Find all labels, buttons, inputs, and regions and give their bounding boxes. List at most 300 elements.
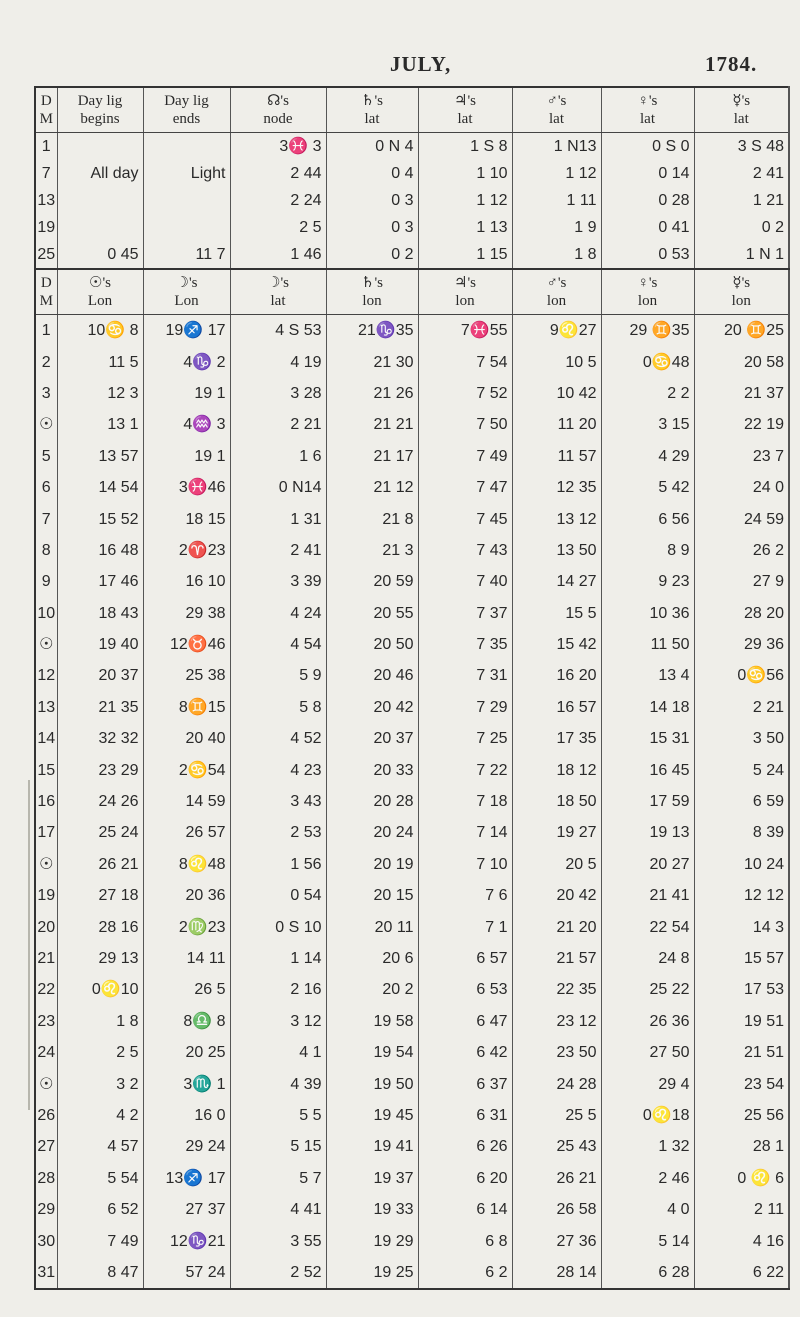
value-cell: 20 15 (326, 880, 418, 911)
table-row (35, 214, 789, 241)
value-cell: 3 55 (230, 1225, 326, 1256)
value-cell: 3 50 (694, 723, 789, 754)
value-cell: 6 28 (601, 1257, 694, 1289)
value-cell: 4 2 (57, 1100, 143, 1131)
day-cell: ☉ (35, 409, 57, 440)
value-cell: 15 42 (512, 629, 601, 660)
value-cell: 7 43 (418, 535, 512, 566)
value-cell: 4 19 (230, 346, 326, 377)
value-cell: 4 0 (601, 1194, 694, 1225)
value-cell: 19 27 (512, 817, 601, 848)
table1-header-cell: ☊'s node (230, 87, 326, 133)
value-cell: 0 14 (601, 160, 694, 187)
value-cell: 8 39 (694, 817, 789, 848)
value-cell: 3♓ 3 (230, 133, 326, 161)
value-cell: 13 50 (512, 535, 601, 566)
value-cell: 1 13 (418, 214, 512, 241)
value-cell: 20 11 (326, 911, 418, 942)
value-cell: 7 52 (418, 378, 512, 409)
value-cell: 2 44 (230, 160, 326, 187)
value-cell: 57 24 (143, 1257, 230, 1289)
value-cell: 26 36 (601, 1006, 694, 1037)
value-cell: 6 14 (418, 1194, 512, 1225)
value-cell: 7 40 (418, 566, 512, 597)
value-cell: 3 S 48 (694, 133, 789, 161)
value-cell: 1 32 (601, 1131, 694, 1162)
value-cell: 2 41 (230, 535, 326, 566)
day-cell: ☉ (35, 849, 57, 880)
value-cell: 4♒ 3 (143, 409, 230, 440)
value-cell: 2 21 (230, 409, 326, 440)
day-cell: 17 (35, 817, 57, 848)
value-cell: 0 45 (57, 241, 143, 269)
value-cell: 1 11 (512, 187, 601, 214)
value-cell: 20 6 (326, 943, 418, 974)
table-row (35, 817, 789, 848)
table-row (35, 1225, 789, 1256)
value-cell: 27 37 (143, 1194, 230, 1225)
value-cell: 20 37 (326, 723, 418, 754)
table-row (35, 754, 789, 785)
value-cell: 0 ♌ 6 (694, 1163, 789, 1194)
value-cell: 25 24 (57, 817, 143, 848)
value-cell: 0 N 4 (326, 133, 418, 161)
almanac-table (34, 86, 790, 1290)
value-cell: 0 54 (230, 880, 326, 911)
value-cell: 5 7 (230, 1163, 326, 1194)
binding-margin (28, 780, 30, 1110)
table-row (35, 503, 789, 534)
value-cell: Light (143, 160, 230, 187)
value-cell: 13 4 (601, 660, 694, 691)
value-cell: 21♑35 (326, 315, 418, 347)
value-cell: 15 31 (601, 723, 694, 754)
value-cell: 26 58 (512, 1194, 601, 1225)
value-cell: 6 42 (418, 1037, 512, 1068)
value-cell: 20 24 (326, 817, 418, 848)
table-row (35, 346, 789, 377)
value-cell: 27 50 (601, 1037, 694, 1068)
value-cell (143, 214, 230, 241)
table2-header-cell: ☽'s lat (230, 269, 326, 315)
value-cell: 2 41 (694, 160, 789, 187)
day-cell: 10 (35, 598, 57, 629)
value-cell: 4 1 (230, 1037, 326, 1068)
value-cell: 2 5 (57, 1037, 143, 1068)
day-cell: 27 (35, 1131, 57, 1162)
value-cell: 0 41 (601, 214, 694, 241)
value-cell: 7 37 (418, 598, 512, 629)
value-cell: 0♋48 (601, 346, 694, 377)
value-cell: 20 59 (326, 566, 418, 597)
value-cell: 2 21 (694, 692, 789, 723)
value-cell: 19 40 (57, 629, 143, 660)
value-cell: 4♑ 2 (143, 346, 230, 377)
table-row (35, 566, 789, 597)
value-cell: 15 52 (57, 503, 143, 534)
value-cell: 5 42 (601, 472, 694, 503)
value-cell: 19 1 (143, 378, 230, 409)
day-cell: 19 (35, 214, 57, 241)
value-cell: 20 55 (326, 598, 418, 629)
value-cell: 9 23 (601, 566, 694, 597)
value-cell: 10 5 (512, 346, 601, 377)
value-cell: 21 8 (326, 503, 418, 534)
value-cell: 21 21 (326, 409, 418, 440)
value-cell: 17 35 (512, 723, 601, 754)
value-cell: 11 20 (512, 409, 601, 440)
value-cell: 2♍23 (143, 911, 230, 942)
table-row (35, 629, 789, 660)
value-cell: 27 18 (57, 880, 143, 911)
day-cell: 20 (35, 911, 57, 942)
value-cell: 6 31 (418, 1100, 512, 1131)
value-cell: 7 1 (418, 911, 512, 942)
table-row (35, 1006, 789, 1037)
value-cell: 19 51 (694, 1006, 789, 1037)
value-cell: 8 9 (601, 535, 694, 566)
table2-header-cell: ☽'s Lon (143, 269, 230, 315)
value-cell: 1 6 (230, 441, 326, 472)
value-cell: 1 14 (230, 943, 326, 974)
value-cell: 6 37 (418, 1068, 512, 1099)
table2-header-cell: ♄'s lon (326, 269, 418, 315)
value-cell: 0 2 (694, 214, 789, 241)
value-cell: 20 36 (143, 880, 230, 911)
value-cell: 4 39 (230, 1068, 326, 1099)
value-cell: 7 14 (418, 817, 512, 848)
value-cell: 19♐ 17 (143, 315, 230, 347)
value-cell: 28 16 (57, 911, 143, 942)
value-cell: 4 54 (230, 629, 326, 660)
table-row (35, 1194, 789, 1225)
table2-header-cell: ♃'s lon (418, 269, 512, 315)
table-row (35, 133, 789, 161)
value-cell: 14 11 (143, 943, 230, 974)
value-cell: 13♐ 17 (143, 1163, 230, 1194)
month-title: JULY, (390, 52, 452, 76)
value-cell: 12♉46 (143, 629, 230, 660)
value-cell: 6 52 (57, 1194, 143, 1225)
value-cell: 10 42 (512, 378, 601, 409)
value-cell: 20 2 (326, 974, 418, 1005)
value-cell: 20 42 (512, 880, 601, 911)
value-cell: 0 S 10 (230, 911, 326, 942)
table1-header-cell: ♄'s lat (326, 87, 418, 133)
value-cell: 21 12 (326, 472, 418, 503)
day-cell: 5 (35, 441, 57, 472)
value-cell: 13 57 (57, 441, 143, 472)
value-cell: 3 43 (230, 786, 326, 817)
day-cell: 7 (35, 160, 57, 187)
table-row (35, 1100, 789, 1131)
value-cell: 18 50 (512, 786, 601, 817)
value-cell: 20 28 (326, 786, 418, 817)
table-row (35, 187, 789, 214)
value-cell: 1 N 1 (694, 241, 789, 269)
value-cell: 0 N14 (230, 472, 326, 503)
value-cell: 25 38 (143, 660, 230, 691)
value-cell: 26 21 (512, 1163, 601, 1194)
value-cell: 4 29 (601, 441, 694, 472)
value-cell: 21 41 (601, 880, 694, 911)
table-row (35, 378, 789, 409)
value-cell: 19 41 (326, 1131, 418, 1162)
value-cell: 25 56 (694, 1100, 789, 1131)
value-cell: 4 57 (57, 1131, 143, 1162)
value-cell: 2 52 (230, 1257, 326, 1289)
value-cell: 20 58 (694, 346, 789, 377)
value-cell: 16 48 (57, 535, 143, 566)
value-cell: 6 56 (601, 503, 694, 534)
day-cell: 16 (35, 786, 57, 817)
value-cell: 21 35 (57, 692, 143, 723)
value-cell: 14 59 (143, 786, 230, 817)
value-cell: 11 7 (143, 241, 230, 269)
day-cell: 22 (35, 974, 57, 1005)
value-cell: 20 27 (601, 849, 694, 880)
value-cell: 22 35 (512, 974, 601, 1005)
value-cell: 6 22 (694, 1257, 789, 1289)
value-cell: 19 54 (326, 1037, 418, 1068)
table1-header-cell: Day lig begins (57, 87, 143, 133)
value-cell: 23 7 (694, 441, 789, 472)
value-cell: 7 18 (418, 786, 512, 817)
value-cell: 24 59 (694, 503, 789, 534)
value-cell: 21 57 (512, 943, 601, 974)
value-cell: 16 0 (143, 1100, 230, 1131)
value-cell: 26 5 (143, 974, 230, 1005)
day-cell: 6 (35, 472, 57, 503)
value-cell: 28 14 (512, 1257, 601, 1289)
value-cell: 19 50 (326, 1068, 418, 1099)
value-cell: 7 49 (57, 1225, 143, 1256)
value-cell: 14 27 (512, 566, 601, 597)
table2-header-cell: D M (35, 269, 57, 315)
table1-header-cell: ☿'s lat (694, 87, 789, 133)
value-cell: 23 54 (694, 1068, 789, 1099)
value-cell: 7 35 (418, 629, 512, 660)
value-cell (57, 214, 143, 241)
value-cell (57, 187, 143, 214)
day-cell: 1 (35, 133, 57, 161)
table-row (35, 943, 789, 974)
value-cell: 21 20 (512, 911, 601, 942)
value-cell: 3 28 (230, 378, 326, 409)
value-cell: 4 24 (230, 598, 326, 629)
value-cell: 19 29 (326, 1225, 418, 1256)
running-head (0, 52, 800, 86)
value-cell: 19 37 (326, 1163, 418, 1194)
table-row (35, 786, 789, 817)
value-cell: 20 46 (326, 660, 418, 691)
value-cell: 7 6 (418, 880, 512, 911)
value-cell: 0 2 (326, 241, 418, 269)
value-cell: 14 3 (694, 911, 789, 942)
table2-header-cell: ♀'s lon (601, 269, 694, 315)
value-cell: 14 54 (57, 472, 143, 503)
day-cell: 25 (35, 241, 57, 269)
value-cell: 6 47 (418, 1006, 512, 1037)
table-row (35, 1163, 789, 1194)
value-cell: 27 36 (512, 1225, 601, 1256)
value-cell: 23 29 (57, 754, 143, 785)
value-cell: 21 26 (326, 378, 418, 409)
value-cell: 1 10 (418, 160, 512, 187)
value-cell: 1 21 (694, 187, 789, 214)
table-row (35, 1257, 789, 1289)
table-row (35, 1131, 789, 1162)
table-row (35, 849, 789, 880)
table2-header-cell: ☉'s Lon (57, 269, 143, 315)
table-row (35, 974, 789, 1005)
value-cell: 13 12 (512, 503, 601, 534)
value-cell: 21 37 (694, 378, 789, 409)
day-cell: 24 (35, 1037, 57, 1068)
value-cell: 25 43 (512, 1131, 601, 1162)
value-cell: 12 12 (694, 880, 789, 911)
table-row (35, 1068, 789, 1099)
value-cell: 6 8 (418, 1225, 512, 1256)
value-cell: 23 50 (512, 1037, 601, 1068)
value-cell: 29 24 (143, 1131, 230, 1162)
value-cell: 8♌48 (143, 849, 230, 880)
value-cell: 7 49 (418, 441, 512, 472)
value-cell: 0 S 0 (601, 133, 694, 161)
value-cell: 26 57 (143, 817, 230, 848)
value-cell: 7 47 (418, 472, 512, 503)
value-cell: 10♋ 8 (57, 315, 143, 347)
day-cell: 3 (35, 378, 57, 409)
day-cell: 2 (35, 346, 57, 377)
value-cell: All day (57, 160, 143, 187)
value-cell: 19 1 (143, 441, 230, 472)
value-cell: 1 31 (230, 503, 326, 534)
value-cell: 21 17 (326, 441, 418, 472)
value-cell: 0 53 (601, 241, 694, 269)
value-cell: 1 8 (512, 241, 601, 269)
value-cell: 21 51 (694, 1037, 789, 1068)
value-cell: 4 52 (230, 723, 326, 754)
table-row (35, 1037, 789, 1068)
value-cell: 6 57 (418, 943, 512, 974)
value-cell: 20 42 (326, 692, 418, 723)
value-cell: 3 2 (57, 1068, 143, 1099)
value-cell: 6 59 (694, 786, 789, 817)
value-cell: 1 9 (512, 214, 601, 241)
value-cell: 11 57 (512, 441, 601, 472)
table-row (35, 692, 789, 723)
value-cell: 6 20 (418, 1163, 512, 1194)
value-cell: 19 25 (326, 1257, 418, 1289)
day-cell: 29 (35, 1194, 57, 1225)
value-cell: 28 20 (694, 598, 789, 629)
value-cell: 12♑21 (143, 1225, 230, 1256)
value-cell: 21 3 (326, 535, 418, 566)
value-cell: 20 25 (143, 1037, 230, 1068)
value-cell: 20 33 (326, 754, 418, 785)
value-cell: 21 30 (326, 346, 418, 377)
value-cell: 20 37 (57, 660, 143, 691)
table-row (35, 441, 789, 472)
value-cell: 16 45 (601, 754, 694, 785)
table-row (35, 160, 789, 187)
day-cell: 30 (35, 1225, 57, 1256)
value-cell: 28 1 (694, 1131, 789, 1162)
value-cell: 4 S 53 (230, 315, 326, 347)
value-cell: 18 43 (57, 598, 143, 629)
value-cell: 17 46 (57, 566, 143, 597)
value-cell: 1 8 (57, 1006, 143, 1037)
table-row (35, 911, 789, 942)
table2-header-cell: ☿'s lon (694, 269, 789, 315)
table1-header-row (35, 87, 789, 133)
value-cell: 32 32 (57, 723, 143, 754)
table2-header-row (35, 269, 789, 315)
value-cell: 22 54 (601, 911, 694, 942)
table1-header-cell: Day lig ends (143, 87, 230, 133)
day-cell: 1 (35, 315, 57, 347)
value-cell: 7♓55 (418, 315, 512, 347)
value-cell: 6 26 (418, 1131, 512, 1162)
value-cell: 2 16 (230, 974, 326, 1005)
value-cell: 25 22 (601, 974, 694, 1005)
value-cell: 0 4 (326, 160, 418, 187)
value-cell: 9♌27 (512, 315, 601, 347)
value-cell: 5 24 (694, 754, 789, 785)
value-cell: 5 8 (230, 692, 326, 723)
table2-header-cell: ♂'s lon (512, 269, 601, 315)
value-cell: 7 29 (418, 692, 512, 723)
value-cell: 0♌10 (57, 974, 143, 1005)
day-cell: 19 (35, 880, 57, 911)
value-cell: 1 15 (418, 241, 512, 269)
value-cell: 1 N13 (512, 133, 601, 161)
value-cell: 26 21 (57, 849, 143, 880)
value-cell: 18 12 (512, 754, 601, 785)
value-cell: 18 15 (143, 503, 230, 534)
value-cell: 0♌18 (601, 1100, 694, 1131)
value-cell: 2 46 (601, 1163, 694, 1194)
value-cell: 8♊15 (143, 692, 230, 723)
day-cell: 14 (35, 723, 57, 754)
value-cell: 16 10 (143, 566, 230, 597)
day-cell: ☉ (35, 1068, 57, 1099)
table-row (35, 241, 789, 269)
table1-header-cell: ♂'s lat (512, 87, 601, 133)
value-cell: 3 39 (230, 566, 326, 597)
value-cell (57, 133, 143, 161)
value-cell: 0♋56 (694, 660, 789, 691)
value-cell: 17 59 (601, 786, 694, 817)
table-row (35, 535, 789, 566)
value-cell: 2 5 (230, 214, 326, 241)
day-cell: 26 (35, 1100, 57, 1131)
table-row (35, 409, 789, 440)
value-cell: 4 23 (230, 754, 326, 785)
value-cell: 16 20 (512, 660, 601, 691)
value-cell: 20 50 (326, 629, 418, 660)
value-cell: 17 53 (694, 974, 789, 1005)
value-cell: 8 47 (57, 1257, 143, 1289)
table-row (35, 660, 789, 691)
value-cell: 15 57 (694, 943, 789, 974)
value-cell: 7 54 (418, 346, 512, 377)
value-cell: 7 25 (418, 723, 512, 754)
value-cell: 5 15 (230, 1131, 326, 1162)
value-cell: 3 12 (230, 1006, 326, 1037)
day-cell: 15 (35, 754, 57, 785)
